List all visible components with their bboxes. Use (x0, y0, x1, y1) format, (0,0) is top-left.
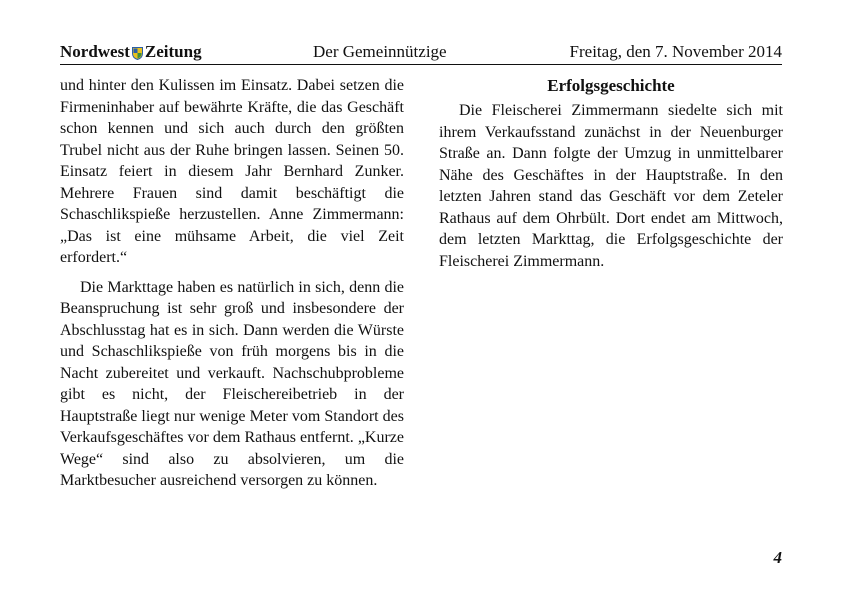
right-column (439, 75, 783, 280)
masthead-right-word: Zeitung (144, 42, 202, 61)
right-paragraph-1: Die Fleischerei Zimmermann siedelte sich mit ihrem Verkaufsstand zunächst in der Neuenburger Straße an. Dann folgte der Umzug in unmittelbarer Nähe des Geschäftes in der Hauptstraße. In den letzten Jahren stand das Geschäft vor dem Zeteler Rathaus auf dem Ohrbült. Dort endet am Mittwoch, dem letzten Markttag, die Erfolgsgeschichte der Fleischerei Zimmermann. (439, 102, 783, 270)
masthead-left-word: Nordwest (60, 42, 130, 61)
left-paragraph-1: und hinter den Kulissen im Einsatz. Dabei setzen die Firmeninhaber auf bewährte Kräfte, die das Geschäft schon kennen und sich auch durch den größten Trubel nicht aus der Ruhe bringen lassen. Seinen 50. Einsatz feiert in diesem Jahr Bernhard Zunker. Mehrere Frauen sind damit beschäftigt die Schaschlikspieße herzustellen. Anne Zimmermann: „Das ist eine mühsame Arbeit, die viel Zeit erfordert.“ (60, 77, 404, 266)
left-paragraph-2: Die Markttage haben es natürlich in sich, denn die Beanspruchung ist sehr groß und insbesondere der Abschlusstag hat es in sich. Dann werden die Würste und Schaschlikspieße von früh morgens bis in die Nacht zubereitet und verkauft. Nachschubprobleme gibt es nicht, der Fleischereibetrieb in der Hauptstraße liegt nur wenige Meter vom Standort des Verkaufsgeschäftes vor dem Rathaus entfernt. „Kurze Wege“ sind also zu absolvieren, um die Marktbesucher ausreichend versorgen zu können. (60, 278, 404, 489)
coat-of-arms-icon (132, 47, 143, 60)
article-heading: Erfolgsgeschichte (547, 76, 675, 95)
newspaper-masthead (60, 42, 202, 62)
issue-date: Freitag, den 7. November 2014 (569, 42, 782, 61)
left-column (60, 75, 404, 500)
section-title: Der Gemeinnützige (313, 42, 447, 61)
page-header (60, 40, 782, 65)
page-number: 4 (773, 548, 782, 567)
